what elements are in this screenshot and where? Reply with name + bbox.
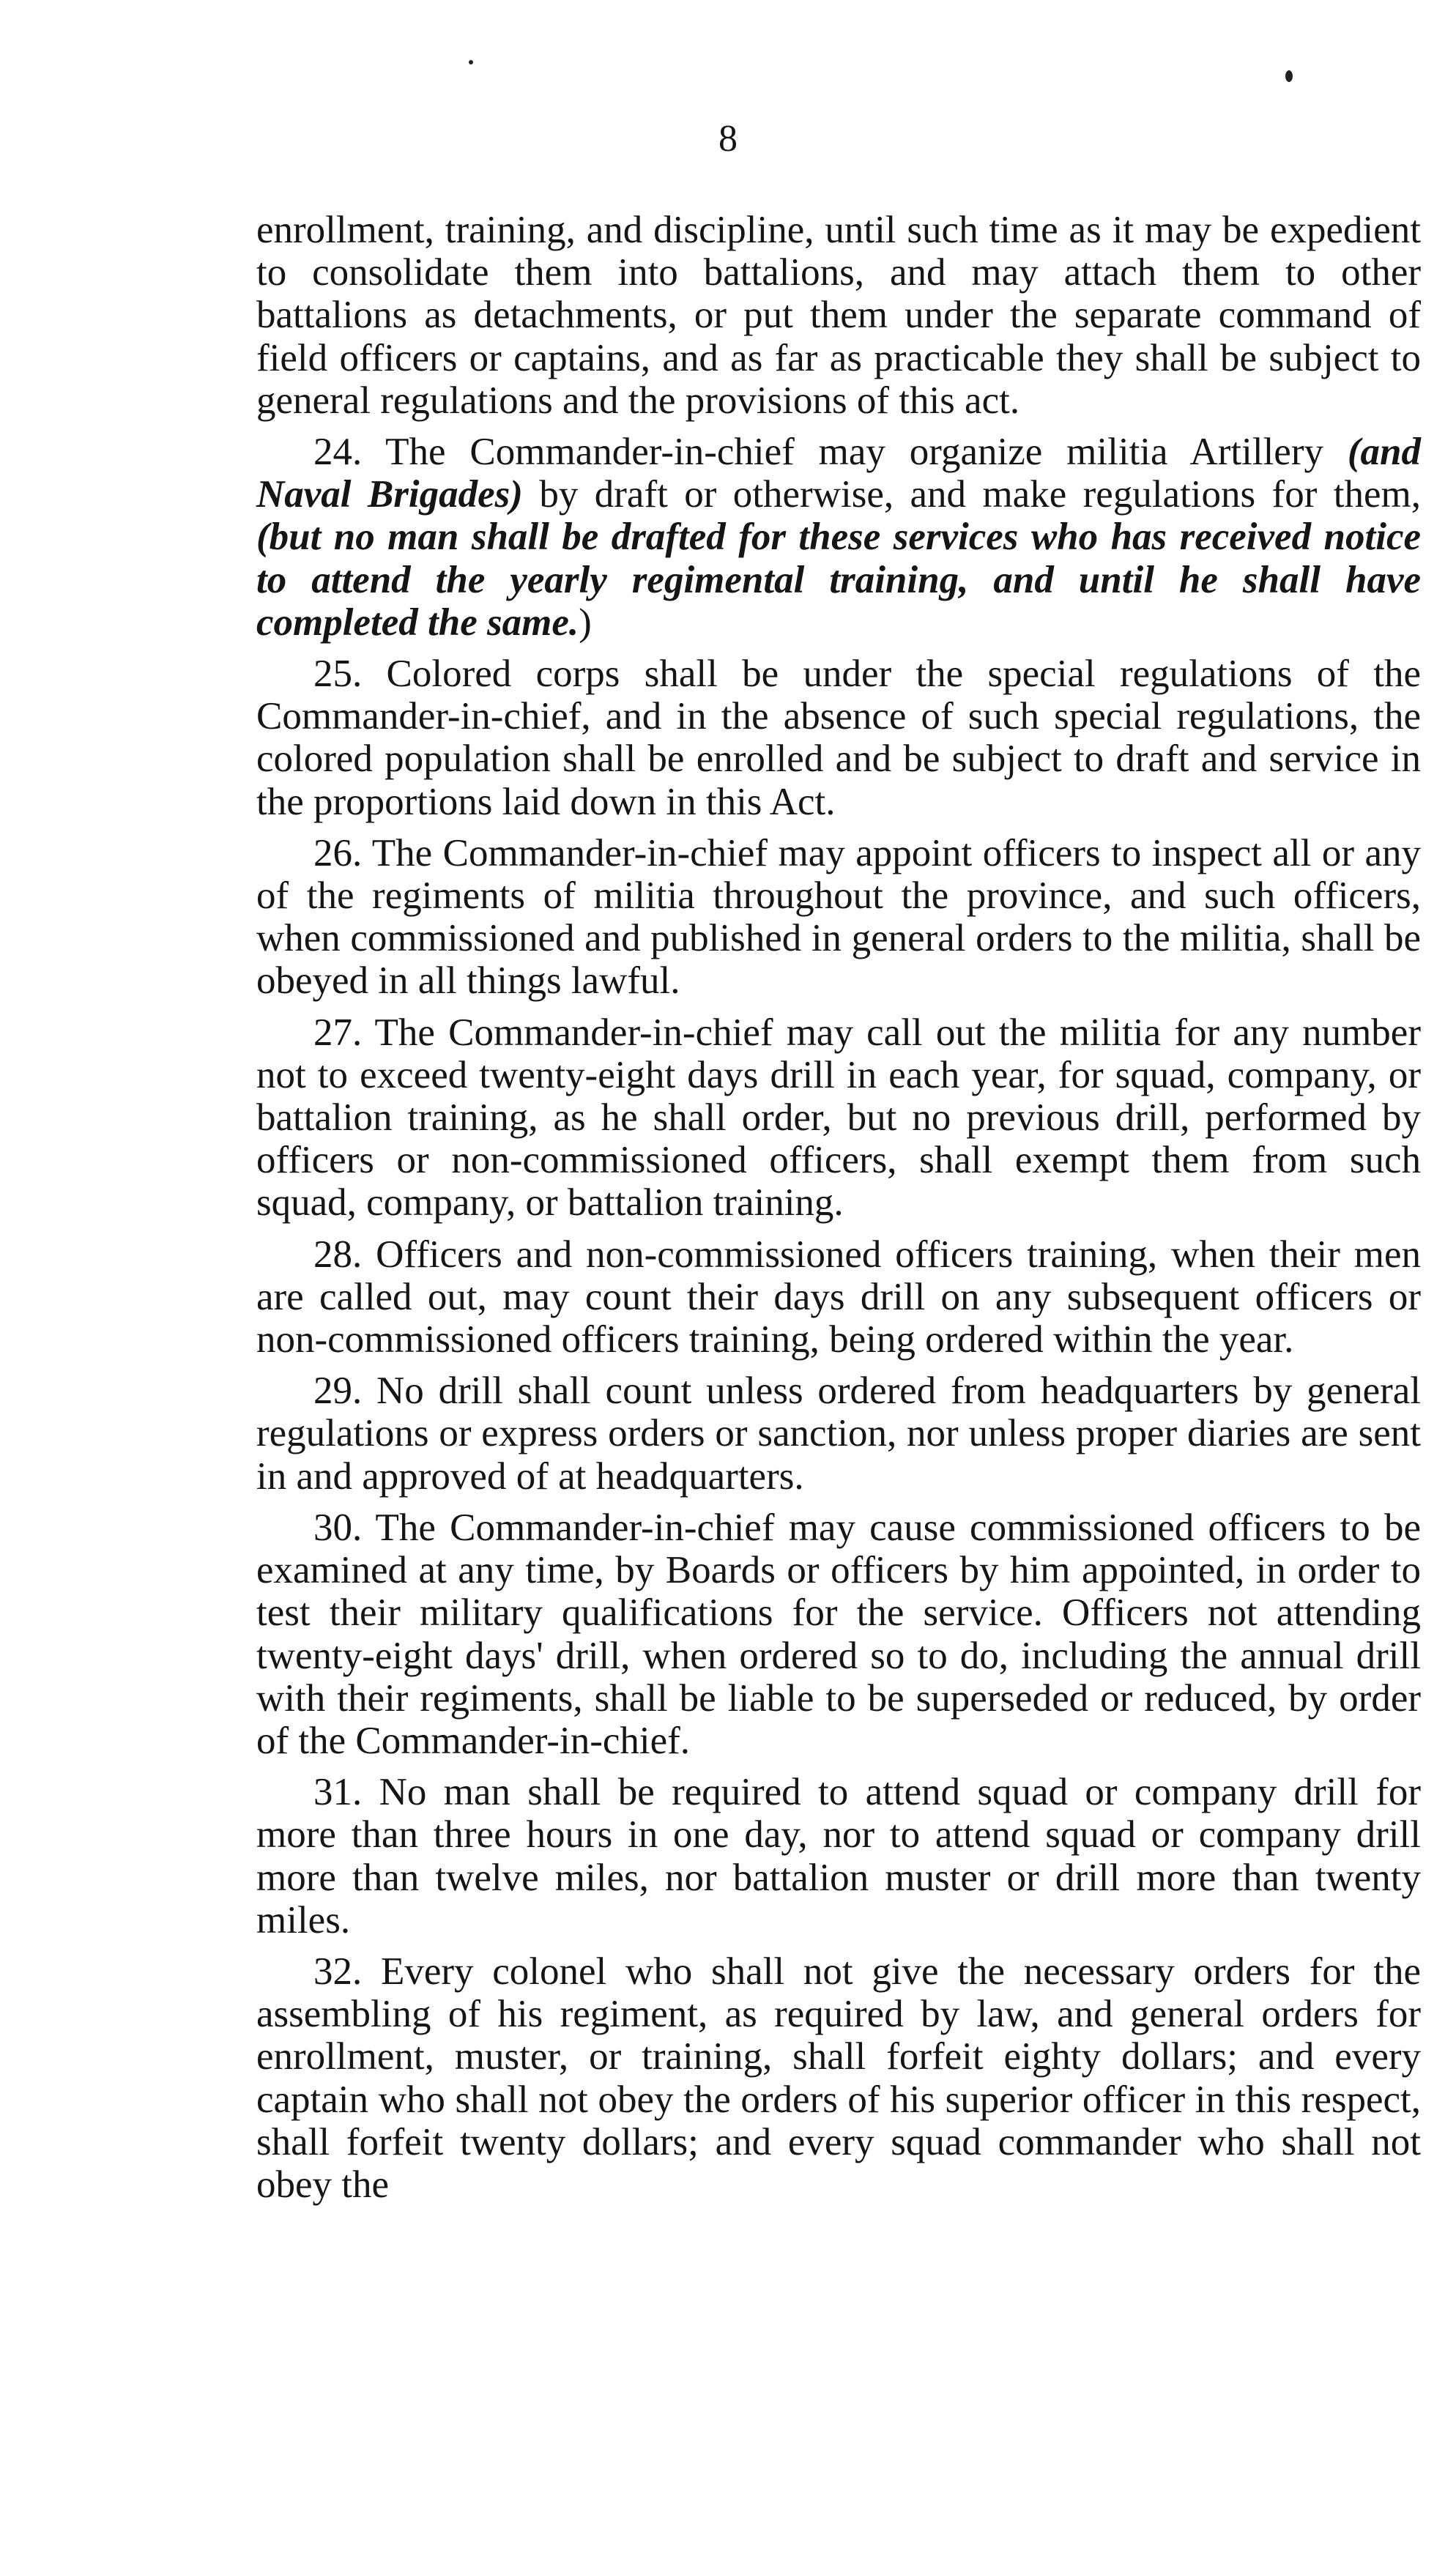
- section-28: [256, 1233, 1421, 1361]
- section-24: [256, 431, 1421, 644]
- section-31: [256, 1771, 1421, 1942]
- paragraph-text: Officers and non-commissioned officers training, when their men are called out, may count their days drill on any subsequent officers or non-commissioned officers training, being ordered within the year.: [256, 1233, 1421, 1361]
- continued-paragraph: [256, 209, 1421, 422]
- section-25: [256, 653, 1421, 823]
- paragraph-text: enrollment, training, and discipline, until such time as it may be expedient to consolidate them into battalions, and may attach them to other battalions as detachments, or put them under the separate command of field officers or captains, and as far as practicable they shall be subject to general regulations and the provisions of this act.: [256, 209, 1421, 422]
- section-number: 31.: [313, 1771, 363, 1814]
- paragraph-text: No drill shall count unless ordered from headquarters by general regulations or express orders or sanction, nor unless proper diaries are sent in and approved of at headquarters.: [256, 1370, 1421, 1498]
- scan-speck: [469, 60, 473, 64]
- section-number: 27.: [313, 1011, 363, 1054]
- section-32: [256, 1950, 1421, 2206]
- paragraph-text: Every colonel who shall not give the necessary orders for the assembling of his regiment, as required by law, and general orders for enrollment, muster, or training, shall forfeit eighty dollars; and every captain who shall not obey the orders of his superior officer in this respect, shall forfeit twenty dollars; and every squad commander who shall not obey the: [256, 1950, 1421, 2206]
- page-number: 8: [718, 118, 738, 160]
- italic-clause: (and Naval Brigades): [256, 431, 1421, 516]
- paragraph-text: Colored corps shall be under the special regulations of the Commander-in-chief, and in the absence of such special regulations, the colored population shall be enrolled and be subject to draft and service in the proportions laid down in this Act.: [256, 653, 1421, 823]
- paragraph-text: The Commander-in-chief may appoint officers to inspect all or any of the regiments of militia throughout the province, and such officers, when commissioned and published in general orders to the militia, shall be obeyed in all things lawful.: [256, 831, 1421, 1003]
- italic-clause: (but no man shall be drafted for these services who has received notice to attend the yearly regimental training, and until he shall have completed the same.: [256, 516, 1421, 644]
- paragraph-text: The Commander-in-chief may organize militia Artillery: [362, 431, 1348, 474]
- section-number: 30.: [313, 1506, 363, 1549]
- section-number: 26.: [313, 831, 363, 874]
- section-number: 25.: [313, 653, 363, 696]
- document-body: [256, 209, 1421, 2206]
- section-29: [256, 1370, 1421, 1498]
- section-30: [256, 1506, 1421, 1762]
- section-27: [256, 1011, 1421, 1225]
- paragraph-text: The Commander-in-chief may call out the militia for any number not to exceed twenty-eight days drill in each year, for squad, company, or battalion training, as he shall order, but no previous drill, performed by officers or non-commissioned officers, shall exempt them from such squad, company, or battalion training.: [256, 1011, 1421, 1225]
- section-number: 32.: [313, 1950, 363, 1993]
- section-number: 29.: [313, 1370, 363, 1413]
- section-number: 24.: [313, 431, 363, 474]
- paragraph-text: by draft or otherwise, and make regulations for them,: [522, 473, 1421, 516]
- paragraph-text: ): [579, 601, 592, 644]
- section-26: [256, 832, 1421, 1003]
- paragraph-text: The Commander-in-chief may cause commissioned officers to be examined at any time, by Boards or officers by him appointed, in order to test their military qualifications for the service. Officers not attending twenty-eight days' drill, when ordered so to do, including the annual drill with their regiments, shall be liable to be superseded or reduced, by order of the Commander-in-chief.: [256, 1506, 1421, 1762]
- section-number: 28.: [313, 1233, 363, 1276]
- paragraph-text: No man shall be required to attend squad or company drill for more than three hours in one day, nor to attend squad or company drill more than twelve miles, nor battalion muster or drill more than twenty miles.: [256, 1771, 1421, 1942]
- scan-speck: [1285, 70, 1293, 82]
